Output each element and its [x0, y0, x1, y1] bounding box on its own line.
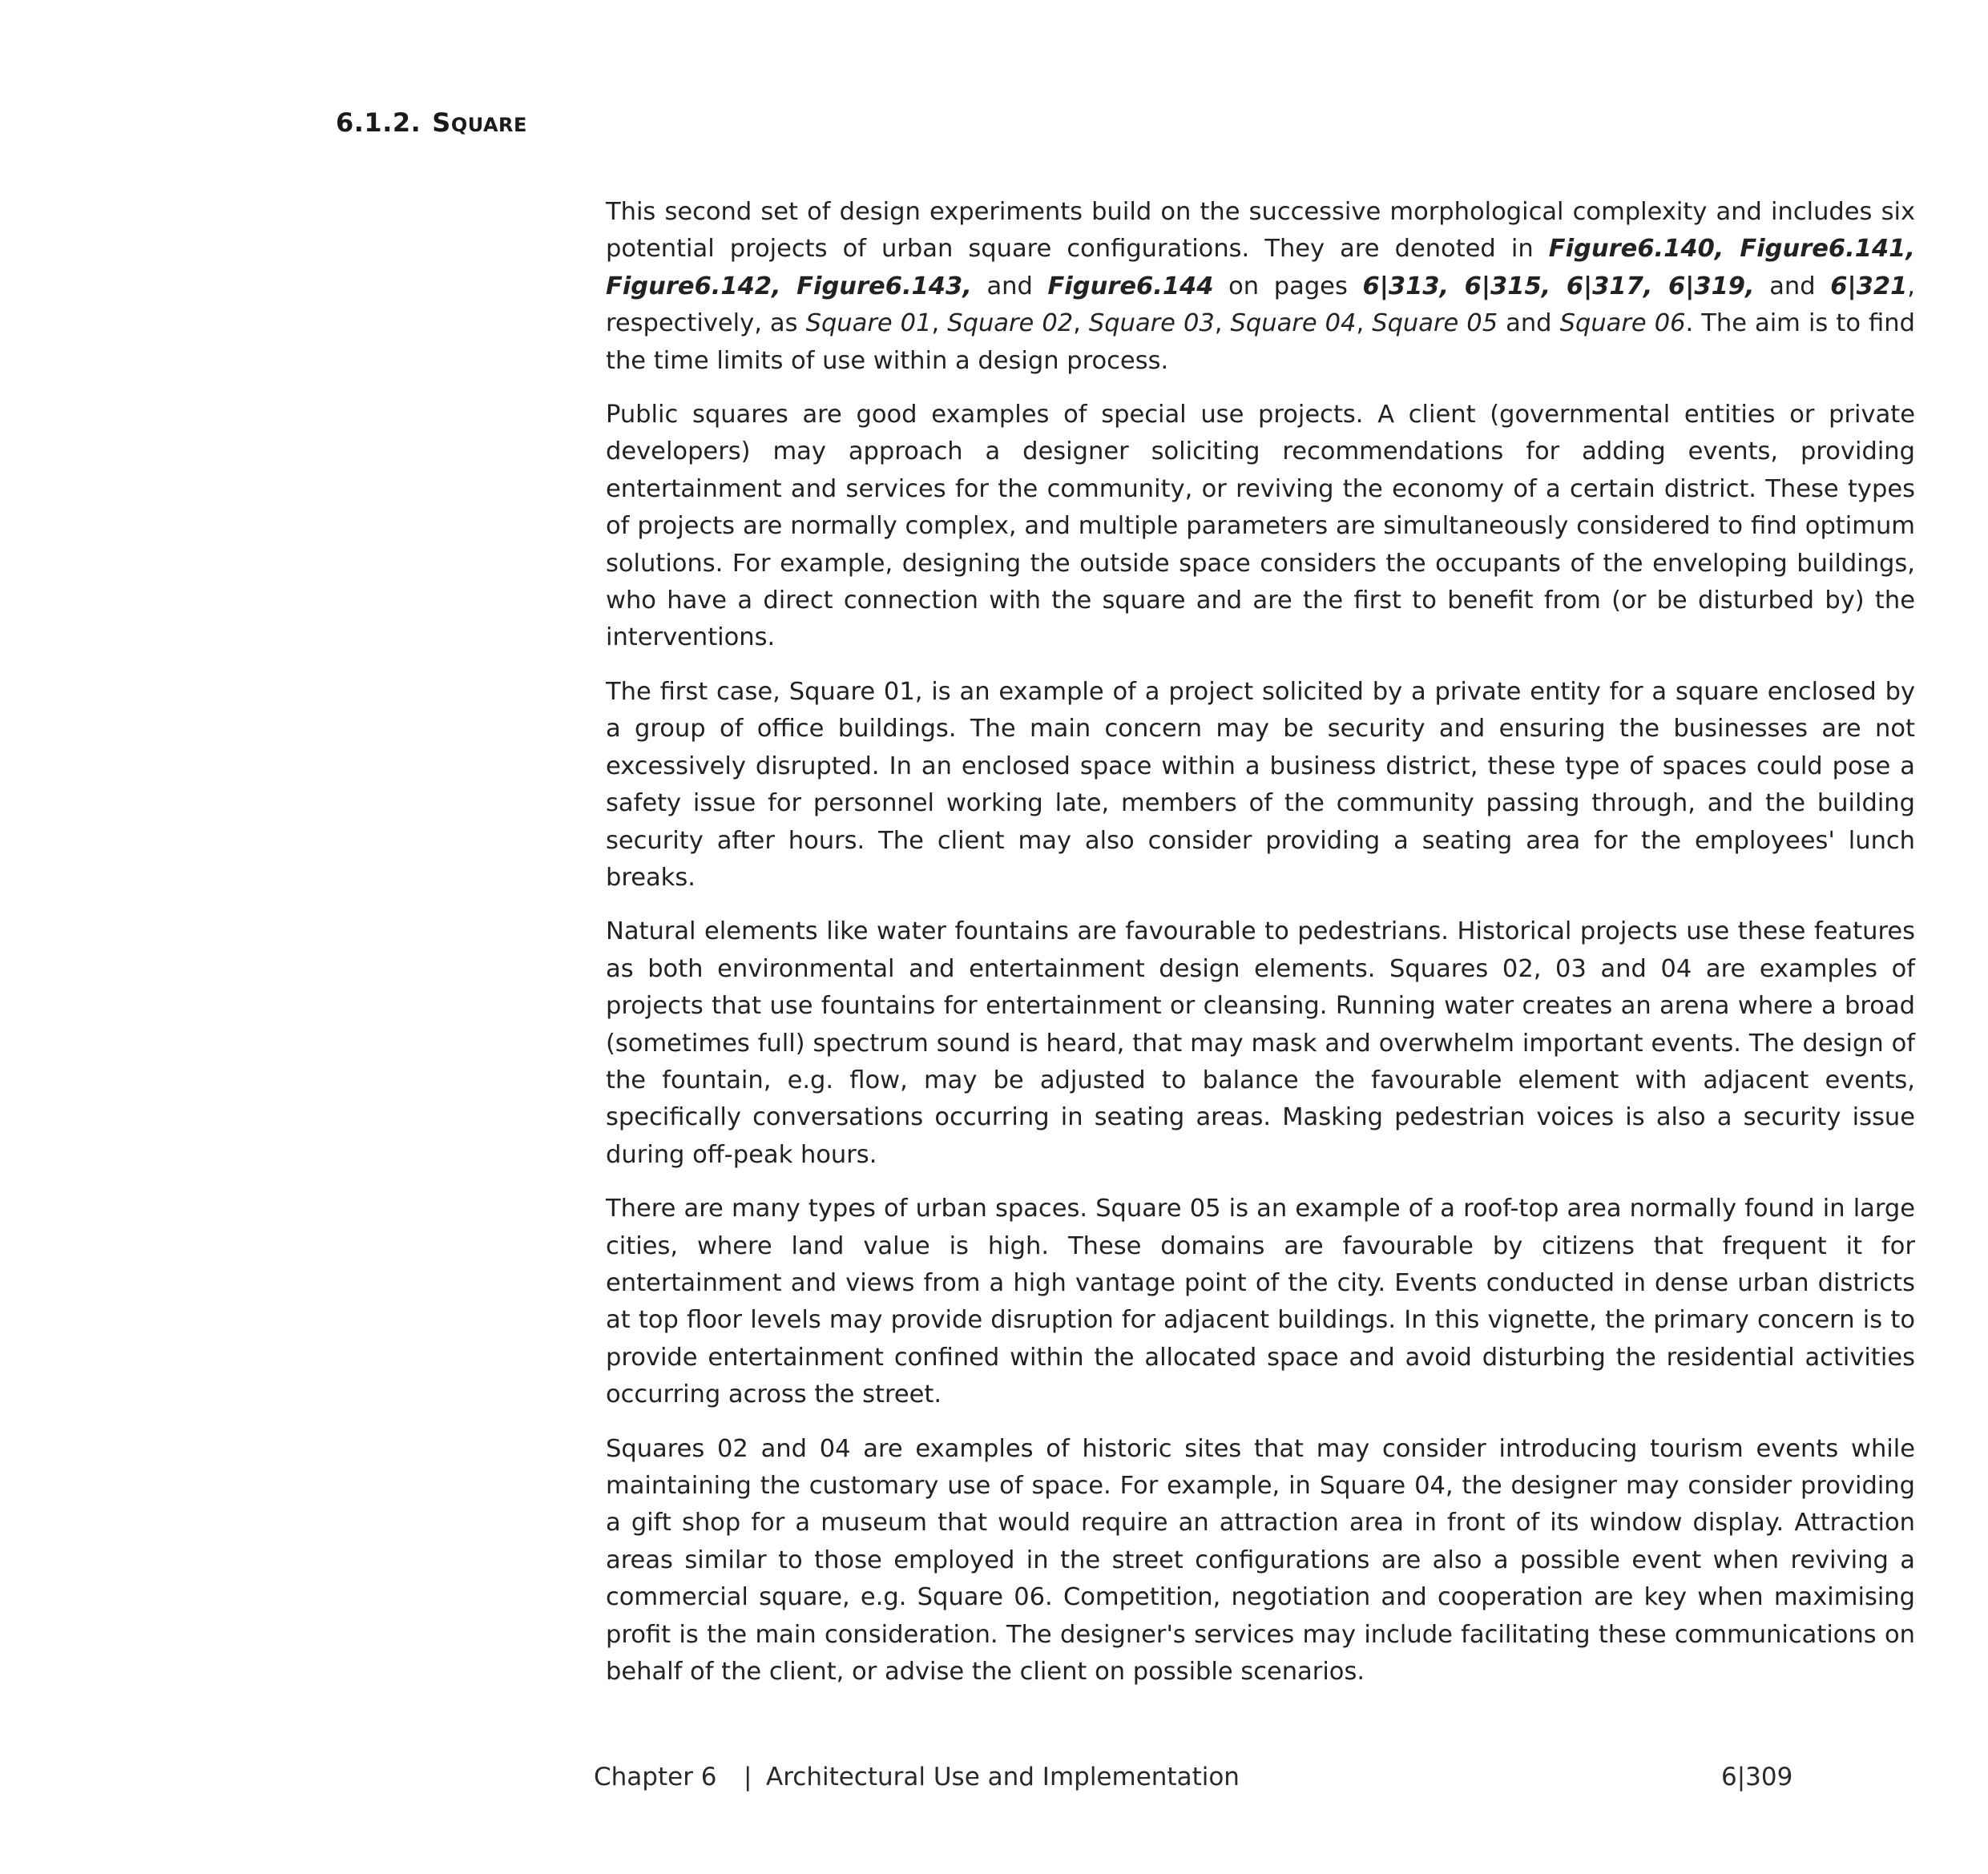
- figure-reference-6-144: Figure6.144: [1047, 272, 1214, 300]
- body-text: [606, 194, 1915, 1707]
- section-title-initial: S: [432, 107, 451, 138]
- square-02-label: Square 02: [947, 309, 1074, 338]
- square-01-label: Square 01: [805, 309, 932, 338]
- paragraph-4: Natural elements like water fountains are favourable to pedestrians. Historical projects use these features as both environmental and entertainment design elements. Squares 02, 03 and 04 are examples of projects that use fountains for entertainment or cleansing. Running water creates an arena where a broad (sometimes full) spectrum sound is heard, that may mask and overwhelm important events. The design of the fountain, e.g. flow, may be adjusted to balance the favourable element with adjacent events, specifically conversations occurring in seating areas. Masking pedestrian voices is also a security issue during off-peak hours.: [606, 917, 1915, 1169]
- paragraph-6: Squares 02 and 04 are examples of historic sites that may consider introducing tourism events while maintaining the customary use of space. For example, in Square 04, the designer may consider providing a gift shop for a museum that would require an attraction area in front of its window display. Attraction areas similar to those employed in the street configurations are also a possible event when reviving a commercial square, e.g. Square 06. Competition, negotiation and cooperation are key when maximising profit is the main consideration. The designer's services may include facilitating these communications on behalf of the client, or advise the client on possible scenarios.: [606, 1434, 1915, 1687]
- square-06-label: Square 06: [1559, 309, 1686, 338]
- footer-separator: |: [744, 1763, 752, 1791]
- page-reference-list: 6|313, 6|315, 6|317, 6|319,: [1362, 272, 1755, 300]
- paragraph-1: [606, 194, 1915, 380]
- square-05-label: Square 05: [1372, 309, 1498, 338]
- footer-chapter: Chapter 6: [594, 1763, 717, 1791]
- p1-text-8: ,: [1214, 309, 1231, 338]
- footer-page-number: 6|309: [1721, 1763, 1793, 1791]
- paragraph-3: The first case, Square 01, is an example of a project solicited by a private entity for a square enclosed by a group of office buildings. The main concern may be security and ensuring the businesses are not excessively disrupted. In an enclosed space within a business district, these type of spaces could pose a safety issue for personnel working late, members of the community passing through, and the building security after hours. The client may also consider providing a seating area for the employees' lunch breaks.: [606, 677, 1915, 892]
- section-heading: [336, 107, 527, 138]
- p1-text-3: on pages: [1213, 272, 1363, 300]
- p1-text-4: and: [1754, 272, 1831, 300]
- p1-text-1: This second set of design experiments build on the successive morphological complexity and includes six potential projects of urban square configurations. They are denoted in: [606, 198, 1915, 264]
- p1-text-9: ,: [1356, 309, 1373, 338]
- p1-text-10: and: [1498, 309, 1560, 338]
- square-03-label: Square 03: [1088, 309, 1215, 338]
- section-title-rest: QUARE: [450, 114, 527, 136]
- p1-text-11: . The aim is to find the time limits of use within a design process.: [606, 309, 1915, 375]
- footer-chapter-title: Architectural Use and Implementation: [766, 1763, 1240, 1791]
- p1-text-7: ,: [1073, 309, 1089, 338]
- figure-reference-list: Figure6.140, Figure6.141, Figure6.142, Figure6.143,: [606, 235, 1915, 300]
- paragraph-5: There are many types of urban spaces. Square 05 is an example of a roof-top area normally found in large cities, where land value is high. These domains are favourable by citizens that frequent it for entertainment and views from a high vantage point of the city. Events conducted in dense urban districts at top floor levels may provide disruption for adjacent buildings. In this vignette, the primary concern is to provide entertainment confined within the allocated space and avoid disturbing the residential activities occurring across the street.: [606, 1195, 1915, 1409]
- paragraph-2: Public squares are good examples of special use projects. A client (governmental entities or private developers) may approach a designer soliciting recommendations for adding events, providing entertainment and services for the community, or reviving the economy of a certain district. These types of projects are normally complex, and multiple parameters are simultaneously considered to find optimum solutions. For example, designing the outside space considers the occupants of the enveloping buildings, who have a direct connection with the square and are the first to benefit from (or be disturbed by) the interventions.: [606, 401, 1915, 652]
- p1-text-2: and: [971, 272, 1048, 300]
- page-reference-6-321: 6|321: [1830, 272, 1908, 300]
- square-04-label: Square 04: [1230, 309, 1357, 338]
- p1-text-5: , respectively, as: [606, 272, 1915, 338]
- p1-text-6: ,: [931, 309, 948, 338]
- section-number: 6.1.2.: [336, 107, 421, 138]
